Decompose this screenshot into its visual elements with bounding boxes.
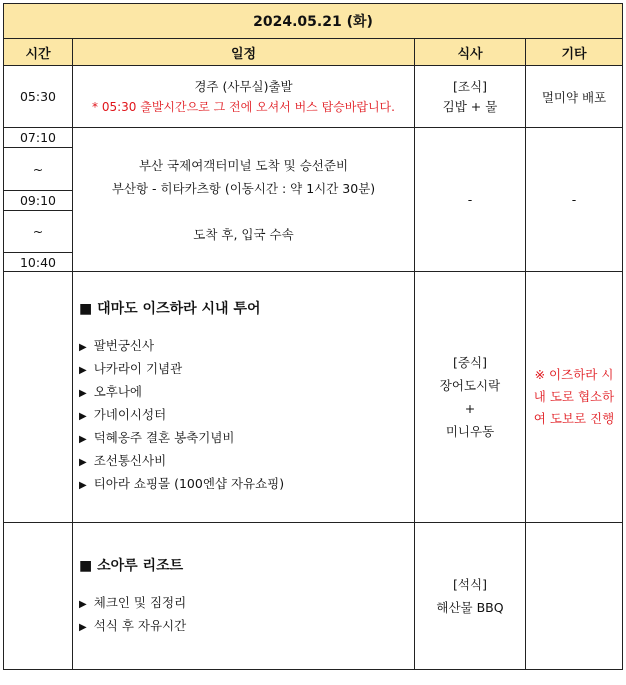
meal-line: + (464, 401, 476, 416)
list-item-text: 조선통신사비 (93, 453, 167, 468)
schedule-cell (73, 128, 415, 272)
column-header-meal: 식사 (415, 39, 526, 66)
meal-cell (415, 66, 526, 128)
column-header-etc: 기타 (526, 39, 623, 66)
list-item-text: 덕혜옹주 결혼 봉축기념비 (93, 430, 235, 445)
etc-cell (526, 523, 623, 670)
time-cell: 10:40 (4, 253, 73, 272)
schedule-cell (73, 523, 415, 670)
meal-cell (415, 272, 526, 523)
meal-line: [조식] (453, 78, 487, 94)
meal-line: 해산물 BBQ (436, 600, 504, 615)
time-cell: ~ (4, 148, 73, 191)
departure-notice: * 05:30 출발시간으로 그 전에 오셔서 버스 탑승바랍니다. (92, 99, 395, 114)
etc-cell: - (526, 128, 623, 272)
list-item (79, 335, 414, 358)
itinerary-table (3, 3, 623, 670)
section-title-text: 소아루 리조트 (97, 557, 184, 574)
triangle-right-icon: ▶ (79, 342, 87, 353)
etc-cell: 멀미약 배포 (526, 66, 623, 128)
triangle-right-icon: ▶ (79, 388, 87, 399)
list-item-text: 오후나에 (93, 384, 143, 399)
meal-line: 김밥 + 물 (442, 98, 498, 114)
list-item (79, 473, 414, 496)
schedule-line: 경주 (사무실)출발 (194, 78, 293, 94)
time-cell (4, 523, 73, 670)
tour-section-title (79, 298, 414, 318)
list-item-text: 티아라 쇼핑몰 (100엔샵 자유쇼핑) (93, 476, 285, 491)
triangle-right-icon: ▶ (79, 621, 87, 633)
date-header: 2024.05.21 (화) (4, 4, 623, 39)
section-title-text: 대마도 이즈하라 시내 투어 (97, 301, 261, 317)
schedule-line (73, 200, 414, 223)
time-cell (4, 272, 73, 523)
meal-line: 장어도시락 (439, 378, 501, 393)
list-item-text: 팔번궁신사 (93, 338, 155, 353)
meal-line: [석식] (453, 577, 487, 592)
schedule-cell (73, 272, 415, 523)
list-item (79, 404, 414, 427)
triangle-right-icon: ▶ (79, 365, 87, 376)
etc-cell: ※ 이즈하라 시내 도로 협소하여 도보로 진행 (526, 272, 623, 523)
list-item (79, 381, 414, 404)
schedule-line: 도착 후, 입국 수속 (193, 226, 294, 242)
time-cell: 05:30 (4, 66, 73, 128)
meal-line: [중식] (453, 355, 487, 370)
black-square-icon: ■ (79, 557, 93, 574)
meal-cell: - (415, 128, 526, 272)
schedule-cell (73, 66, 415, 128)
list-item (79, 358, 414, 381)
meal-cell (415, 523, 526, 670)
list-item-text: 가네이시성터 (93, 407, 167, 422)
column-header-time: 시간 (4, 39, 73, 66)
list-item (79, 427, 414, 450)
meal-line: 미니우동 (445, 424, 495, 439)
list-item (79, 615, 414, 638)
resort-section-title (79, 555, 414, 575)
column-header-schedule: 일정 (73, 39, 415, 66)
list-item-text: 석식 후 자유시간 (93, 617, 187, 633)
schedule-line: 부산항 - 히타카츠항 (이동시간 : 약 1시간 30분) (111, 180, 376, 196)
time-cell: 09:10 (4, 191, 73, 211)
triangle-right-icon: ▶ (79, 480, 87, 491)
time-cell: 07:10 (4, 128, 73, 148)
black-square-icon: ■ (79, 301, 93, 317)
time-cell: ~ (4, 211, 73, 253)
list-item-text: 체크인 및 짐정리 (93, 594, 187, 610)
list-item (79, 450, 414, 473)
list-item (79, 592, 414, 615)
triangle-right-icon: ▶ (79, 434, 87, 445)
triangle-right-icon: ▶ (79, 598, 87, 610)
triangle-right-icon: ▶ (79, 457, 87, 468)
schedule-line: 부산 국제여객터미널 도착 및 승선준비 (138, 157, 349, 173)
list-item-text: 나카라이 기념관 (93, 361, 183, 376)
triangle-right-icon: ▶ (79, 411, 87, 422)
